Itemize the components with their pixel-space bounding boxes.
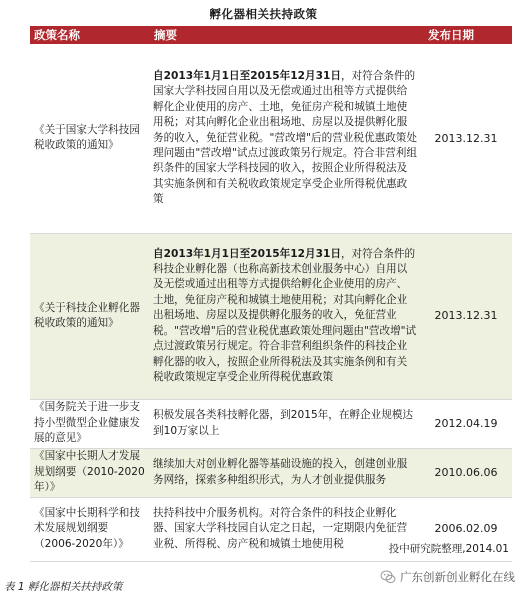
table-row xyxy=(30,44,512,233)
source-note: 投中研究院整理,2014.01 xyxy=(388,543,509,555)
summary-text: ，对符合条件的国家大学科技园自用以及无偿或通过出租等方式提供给孵化企业使用的房产、土地，免征房产税和城镇土地使用税；对其向孵化企业出租场地、房屋以及提供孵化服务的收入，免征营业税。"营改增"后的营业税优惠政策处理问题由"营改增"试点过渡政策另行规定。符合非营利组织条件的国家大学科技园的收入，按照企业所得税法及其实施条例和有关税收政策规定享受企业所得税优惠政策 xyxy=(153,69,417,206)
wechat-icon xyxy=(380,569,396,585)
summary-lead: 自2013年1月1日至2015年12月31日 xyxy=(153,69,341,82)
policy-summary: 扶持科技中介服务机构。对符合条件的科技企业孵化器、国家大学科技园自认定之日起，一定期限内免征营业税、所得税、房产税和城镇土地使用税 xyxy=(150,497,420,561)
policy-name: 《国家中长期科学和技术发展规划纲要（2006-2020年）》 xyxy=(30,497,150,561)
watermark xyxy=(380,569,515,585)
policy-date: 2006.02.09 xyxy=(420,497,512,561)
policy-date: 2013.12.31 xyxy=(420,233,512,399)
summary-lead: 自2013年1月1日至2015年12月31日 xyxy=(153,247,341,260)
policy-name: 《关于国家大学科技园税收政策的通知》 xyxy=(30,44,150,233)
header-date: 发布日期 xyxy=(428,28,474,42)
policy-table xyxy=(30,26,506,562)
policy-date: 2013.12.31 xyxy=(420,44,512,233)
table-row xyxy=(30,233,512,399)
policy-summary xyxy=(150,44,420,233)
header-summary: 摘要 xyxy=(154,28,177,42)
policy-summary xyxy=(150,233,420,399)
policy-name: 《国家中长期人才发展规划纲要（2010-2020年）》 xyxy=(30,448,150,497)
policy-summary: 继续加大对创业孵化器等基础设施的投入，创建创业服务网络，探索多种组织形式，为人才创业提供服务 xyxy=(150,448,420,497)
summary-text: ，对符合条件的科技企业孵化器（也称高新技术创业服务中心）自用以及无偿或通过出租等方式提供给孵化企业使用的房产、土地，免征房产税和城镇土地使用税；对其向孵化企业出租场地、房屋以及提供孵化服务的收入，免征营业税。"营改增"后的营业税优惠政策处理问题由"营改增"试点过渡政策另行规定。符合非营利组织条件的科技企业孵化器的收入，按照企业所得税法及其实施条例和有关税收政策规定享受企业所得税优惠政策 xyxy=(153,247,417,383)
table-header-row xyxy=(30,26,512,44)
watermark-text: 广东创新创业孵化在线 xyxy=(400,570,515,584)
policy-date: 2010.06.06 xyxy=(420,448,512,497)
policy-name: 《国务院关于进一步支持小型微型企业健康发展的意见》 xyxy=(30,399,150,448)
table-row xyxy=(30,448,512,497)
policy-name: 《关于科技企业孵化器税收政策的通知》 xyxy=(30,233,150,399)
table-row xyxy=(30,399,512,448)
policy-date: 2012.04.19 xyxy=(420,399,512,448)
policy-summary: 积极发展各类科技孵化器，到2015年，在孵企业规模达到10万家以上 xyxy=(150,399,420,448)
table-caption: 表 1 孵化器相关扶持政策 xyxy=(4,581,123,593)
header-policy-name: 政策名称 xyxy=(34,28,80,42)
table-title: 孵化器相关扶持政策 xyxy=(209,7,318,21)
